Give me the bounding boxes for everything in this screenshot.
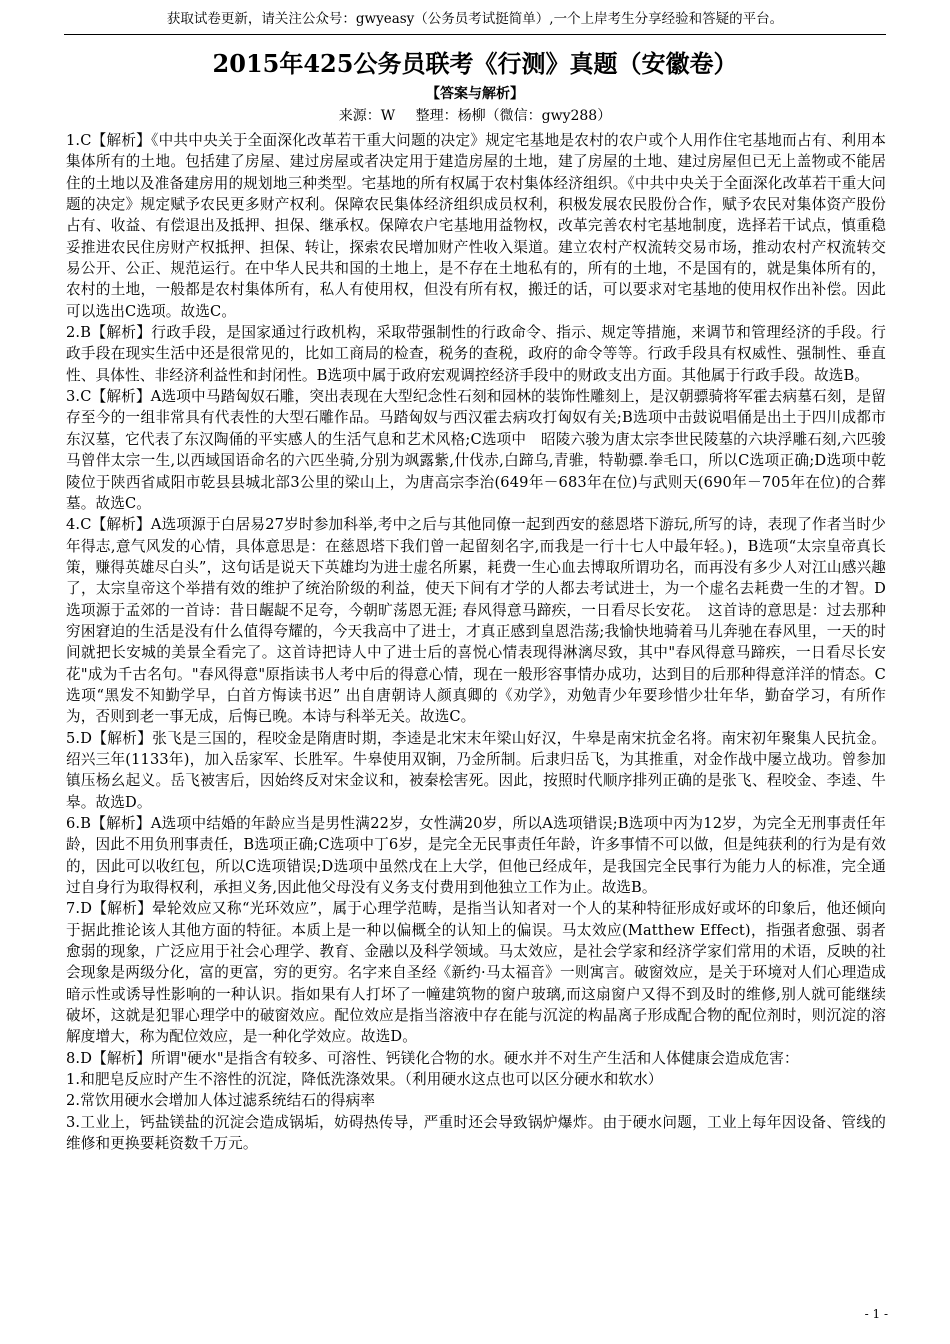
answer-paragraph: 4.C【解析】A选项源于白居易27岁时参加科举,考中之后与其他同僚一起到西安的慈恩塔下游玩,所写的诗，表现了作者当时少年得志,意气风发的心情，具体意思是：在慈恩塔下我们曾一起留刻名字,而我是一行十七人中最年轻。)，B选项“太宗皇帝真长策，赚得英雄尽白头”，这句话是说天下英雄均为进士虚名所累，耗费一生心血去博取所谓功名，而再没有多少人对江山感兴趣了，太宗皇帝这个举措有效的维护了统治阶级的利益，使天下间有才学的人都去考试进士，为一个虚名去耗费一生的才智。D选项源于孟郊的一首诗：昔日龌龊不足夸，今朝旷荡恩无涯; 春风得意马蹄疾，一日看尽长安花。 这首诗的意思是：过去那种穷困窘迫的生活是没有什么值得夸耀的，今天我高中了进士，才真正感到皇恩浩荡;我愉快地骑着马儿奔驰在春风里，一天的时间就把长安城的美景全看完了。这首诗把诗人中了进士后的喜悦心情表现得淋漓尽致，其中"春风得意马蹄疾，一日看尽长安花"成为千古名句。"春风得意"原指读书人考中后的得意心情，现在一般形容事情办成功，达到目的后那种得意洋洋的情态。C选项“黑发不知勤学早，白首方悔读书迟” 出自唐朝诗人颜真卿的《劝学》，劝勉青少年要珍惜少壮年华，勤奋学习，有所作为，否则到老一事无成，后悔已晚。本诗与科举无关。故选C。: [66, 516, 886, 726]
answer-paragraph: 7.D【解析】晕轮效应又称“光环效应”，属于心理学范畴，是指当认知者对一个人的某种特征形成好或坏的印象后，他还倾向于据此推论该人其他方面的特征。本质上是一种以偏概全的认知上的偏误。马太效应(Matthew Effect)，指强者愈强、弱者愈弱的现象，广泛应用于社会心理学、教育、金融以及科学领域。马太效应，是社会学家和经济学家们常用的术语，反映的社会现象是两级分化，富的更富，穷的更穷。名字来自圣经《新约·马太福音》一则寓言。破窗效应，是关于环境对人们心理造成暗示性或诱导性影响的一种认识。指如果有人打坏了一幢建筑物的窗户玻璃,而这扇窗户又得不到及时的维修,别人就可能继续破坏，这就是犯罪心理学中的破窗效应。配位效应是指当溶液中存在能与沉淀的构晶离子形成配合物的配位剂时，则沉淀的溶解度增大，称为配位效应，是一种化学效应。故选D。: [66, 900, 886, 1046]
answer-paragraph: 6.B【解析】A选项中结婚的年龄应当是男性满22岁，女性满20岁，所以A选项错误;B选项中丙为12岁，为完全无刑事责任年龄，因此不用负刑事责任，B选项正确;C选项中丁6岁，是完全无民事责任年龄，许多事情不可以做，但是纯获利的行为是有效的，因此可以收红包，所以C选项错误;D选项中虽然戊在上大学，但他已经成年，是我国完全民事行为能力人的标准，完全通过自身行为取得权利，承担义务,因此他父母没有义务支付费用到他独立工作为止。故选B。: [66, 815, 886, 897]
document-subtitle: 【答案与解析】: [426, 86, 524, 102]
list-item: 2.常饮用硬水会增加人体过滤系统结石的得病率: [66, 1092, 376, 1110]
answer-paragraph: 8.D【解析】所谓"硬水"是指含有较多、可溶性、钙镁化合物的水。硬水并不对生产生活和人体健康会造成危害：: [66, 1049, 799, 1067]
answer-paragraph: 3.C【解析】A选项中马踏匈奴石雕，突出表现在大型纪念性石刻和园林的装饰性雕刻上，是汉朝骠骑将军霍去病墓石刻，是留存至今的一组非常具有代表性的大型石雕作品。马踏匈奴与西汉霍去病攻打匈奴有关;B选项中击鼓说唱俑是出土于四川成都市东汉墓，它代表了东汉陶俑的平实感人的生活气息和艺术风格;C选项中 昭陵六骏为唐太宗李世民陵墓的六块浮雕石刻,六匹骏马曾伴太宗一生,以西域国语命名的六匹坐骑,分别为飒露紫,什伐赤,白蹄乌,青骓，特勒骠.拳毛口，所以C选项正确;D选项中乾陵位于陕西省咸阳市乾县县城北部3公里的梁山上，为唐高宗李治(649年－683年在位)与武则天(690年－705年在位)的合葬墓。故选C。: [66, 388, 886, 512]
answer-paragraph: 2.B【解析】行政手段，是国家通过行政机构，采取带强制性的行政命令、指示、规定等措施，来调节和管理经济的手段。行政手段在现实生活中还是很常见的，比如工商局的检查，税务的查税，政府的命令等等。行政手段具有权威性、强制性、垂直性、具体性、非经济利益性和封闭性。B选项中属于政府宏观调控经济手段中的财政支出方面。其他属于行政手段。故选B。: [66, 324, 886, 384]
answers-body: [66, 130, 886, 1155]
header-notice: 获取试卷更新，请关注公众号：gwyeasy（公务员考试挺简单）,一个上岸考生分享经验和答疑的平台。: [166, 11, 784, 27]
page-number: - 1 -: [864, 1307, 888, 1321]
list-item: 1.和肥皂反应时产生不溶性的沉淀，降低洗涤效果。（利用硬水这点也可以区分硬水和软水）: [66, 1071, 663, 1089]
header-divider: [64, 34, 886, 35]
answer-paragraph: 5.D【解析】张飞是三国的，程咬金是隋唐时期，李逵是北宋末年梁山好汉，牛皋是南宋抗金名将。南宋初年聚集人民抗金。绍兴三年(1133年)，加入岳家军、长胜军。牛皋使用双锏，乃金所制。后隶归岳飞，为其推重，对金作战中屡立战功。曾参加镇压杨幺起义。岳飞被害后，因始终反对宋金议和，被秦桧害死。因此，按照时代顺序排列正确的是张飞、程咬金、李逵、牛皋。故选D。: [66, 729, 886, 811]
answer-paragraph: 1.C【解析】《中共中央关于全面深化改革若干重大问题的决定》规定宅基地是农村的农户或个人用作住宅基地而占有、利用本集体所有的土地。包括建了房屋、建过房屋或者决定用于建造房屋的土地，建了房屋的土地、建过房屋但已无上盖物或不能居住的土地以及准备建房用的规划地三种类型。宅基地的所有权属于农村集体经济组织。《中共中央关于全面深化改革若干重大问题的决定》规定赋予农民更多财产权利。保障农民集体经济组织成员权利，积极发展农民股份合作，赋予农民对集体资产股份占有、收益、有偿退出及抵押、担保、继承权。保障农户宅基地用益物权，改革完善农村宅基地制度，选择若干试点，慎重稳妥推进农民住房财产权抵押、担保、转让，探索农民增加财产性收入渠道。建立农村产权流转交易市场，推动农村产权流转交易公开、公正、规范运行。在中华人民共和国的土地上，是不存在土地私有的，所有的土地，不是国有的，就是集体所有的，农村的土地，一般都是农村集体所有，私人有使用权，但没有所有权，搬迁的话，可以要求对宅基地的使用权作出补偿。因此可以选出C选项。故选C。: [66, 132, 886, 320]
source-line: [0, 106, 950, 126]
list-item: 3.工业上，钙盐镁盐的沉淀会造成锅垢，妨碍热传导，严重时还会导致锅炉爆炸。由于硬水问题，工业上每年因设备、管线的维修和更换要耗资数千万元。: [66, 1113, 886, 1153]
editor-label: 整理：杨柳（微信：gwy288）: [415, 108, 612, 124]
source-label: 来源：W: [338, 108, 396, 124]
document-title: 2015年425公务员联考《行测》真题（安徽卷）: [212, 49, 738, 78]
